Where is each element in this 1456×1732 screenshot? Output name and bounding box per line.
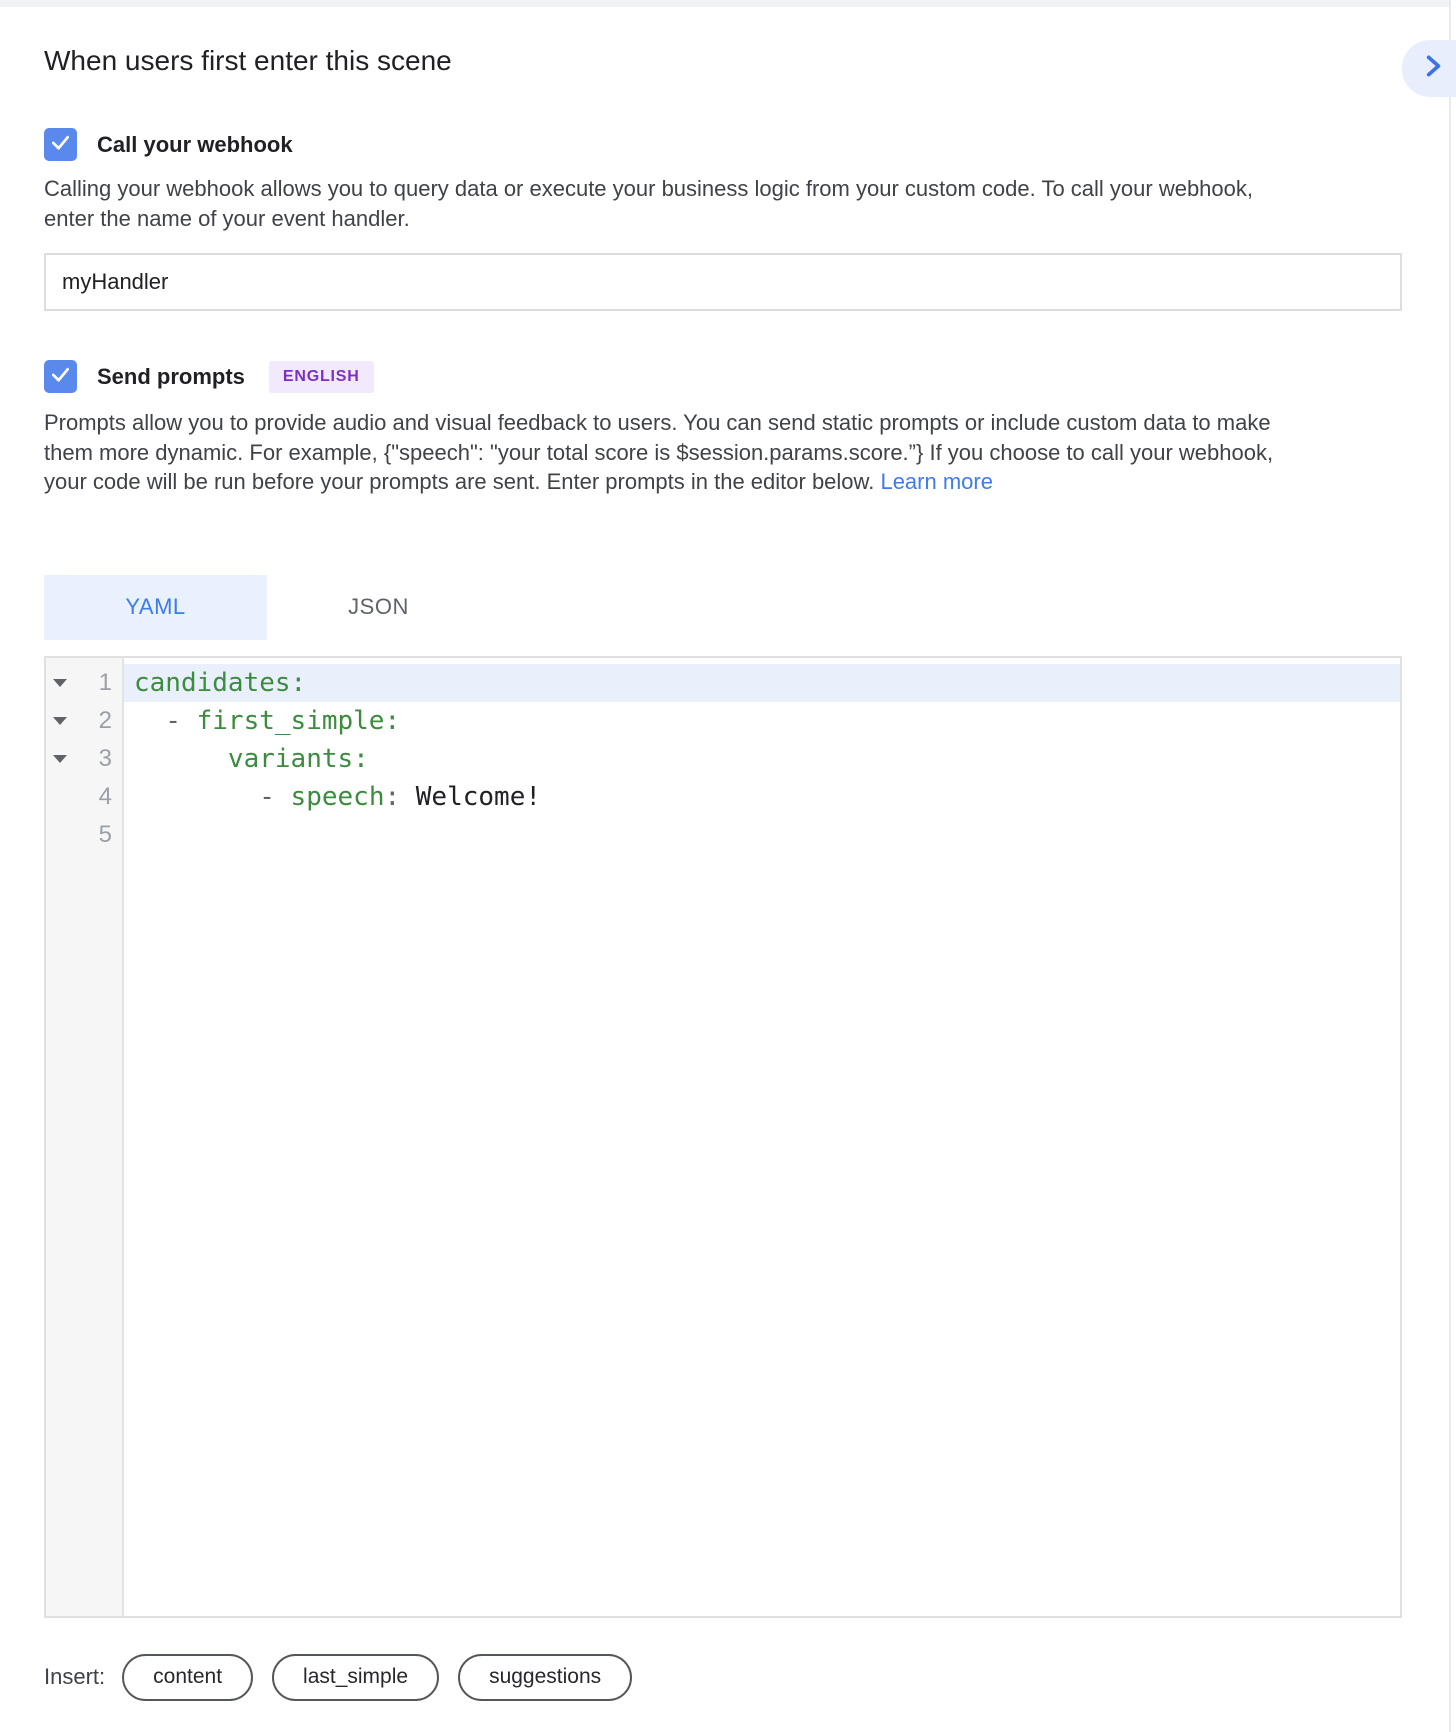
yaml-key: candidates: [134, 667, 307, 698]
yaml-key: variants: [227, 743, 369, 774]
line-number: 5 [98, 820, 112, 848]
event-handler-input[interactable] [44, 253, 1402, 311]
fold-arrow-icon [53, 755, 67, 763]
indent [134, 782, 259, 812]
code-line-5 [124, 816, 1400, 854]
chevron-right-icon [1412, 53, 1446, 84]
fold-toggle[interactable] [46, 717, 74, 725]
indent [134, 744, 228, 774]
fold-toggle[interactable] [46, 755, 74, 763]
insert-row [44, 1654, 1400, 1701]
checkmark-icon [49, 131, 72, 159]
fold-arrow-icon [53, 717, 67, 725]
panel-right-border [1449, 0, 1451, 1732]
collapse-panel-button[interactable] [1402, 40, 1456, 97]
line-number: 3 [98, 744, 112, 772]
line-number: 4 [98, 782, 112, 810]
yaml-value: Welcome! [415, 781, 542, 812]
prompts-checkbox[interactable] [44, 360, 77, 393]
top-divider [0, 0, 1449, 7]
prompts-label: Send prompts [97, 363, 245, 389]
checkmark-icon [49, 363, 72, 391]
yaml-key: first_simple: [196, 705, 401, 736]
line-number: 1 [98, 668, 112, 696]
language-badge: ENGLISH [269, 361, 374, 393]
webhook-checkbox[interactable] [44, 128, 77, 161]
gutter-row [46, 740, 122, 778]
code-input-area[interactable] [124, 658, 1400, 1616]
yaml-dash: - [259, 781, 291, 812]
yaml-key: speech [290, 781, 385, 812]
page-title: When users first enter this scene [44, 45, 452, 76]
indent [134, 706, 165, 736]
tab-yaml[interactable]: YAML [44, 575, 267, 640]
yaml-dash: - [165, 705, 197, 736]
fold-toggle[interactable] [46, 679, 74, 687]
code-line-3 [124, 740, 1400, 778]
yaml-colon: : [384, 781, 416, 812]
format-tabs [44, 575, 1400, 640]
insert-suggestions-button[interactable]: suggestions [458, 1654, 632, 1701]
prompts-checkbox-row [44, 360, 1400, 393]
webhook-checkbox-row [44, 128, 1400, 161]
gutter-row [46, 816, 122, 854]
gutter-row [46, 664, 122, 702]
insert-label: Insert: [44, 1664, 106, 1689]
insert-content-button[interactable]: content [122, 1654, 253, 1701]
gutter-row [46, 702, 122, 740]
prompt-code-editor [44, 656, 1402, 1618]
learn-more-link[interactable]: Learn more [880, 469, 993, 494]
fold-arrow-icon [53, 679, 67, 687]
tab-json[interactable]: JSON [348, 594, 409, 619]
editor-gutter [46, 658, 124, 1616]
prompts-description [44, 408, 1314, 497]
prompts-description-text: Prompts allow you to provide audio and visual feedback to users. You can send static prompts or include custom data to make them more dynamic. For example, {"speech": "your total score is $session.params.score.”} If you choose to call your webhook, your code will be run before your prompts are sent. Enter prompts in the editor below. [44, 410, 1274, 494]
line-number: 2 [98, 706, 112, 734]
gutter-row [46, 778, 122, 816]
code-line-1 [124, 664, 1400, 702]
code-line-4 [124, 778, 1400, 816]
code-line-2 [124, 702, 1400, 740]
webhook-label: Call your webhook [97, 131, 293, 157]
insert-last-simple-button[interactable]: last_simple [272, 1654, 439, 1701]
webhook-description: Calling your webhook allows you to query data or execute your business logic from your custom code. To call your webhook, enter the name of your event handler. [44, 176, 1254, 231]
